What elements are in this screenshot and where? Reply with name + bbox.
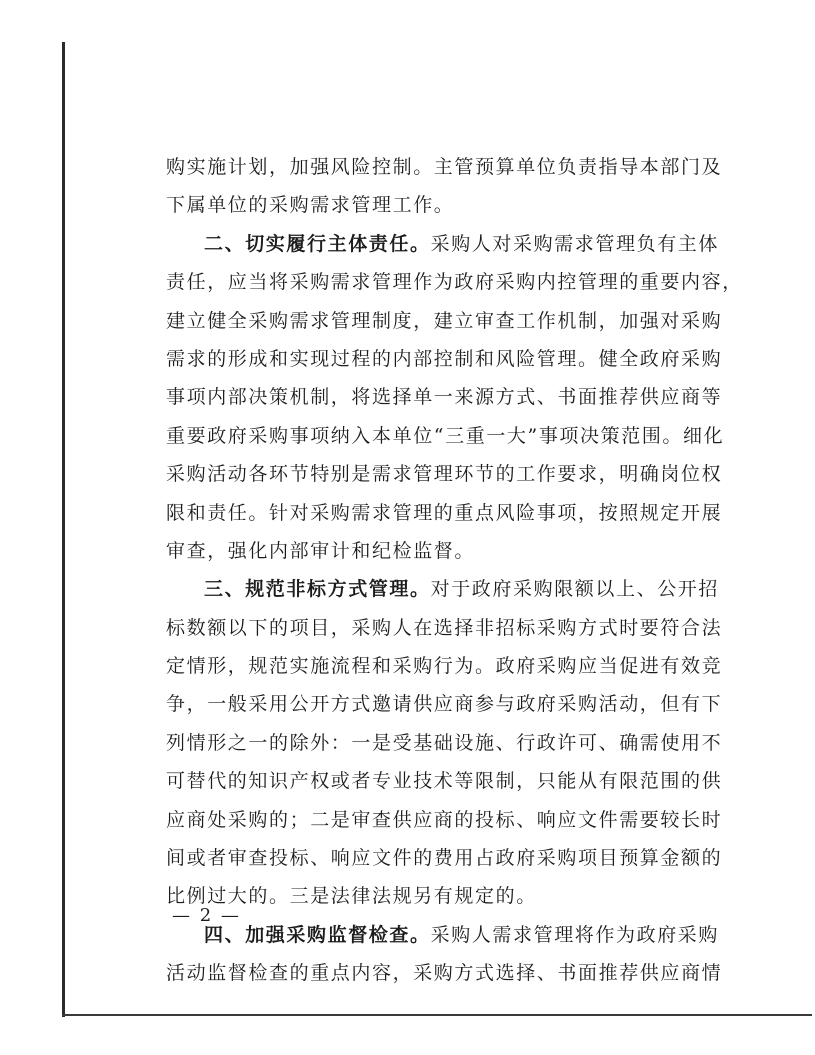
text-line: 需求的形成和实现过程的内部控制和风险管理。健全政府采购 — [166, 347, 723, 370]
text-line: 可替代的知识产权或者专业技术等限制，只能从有限范围的供 — [166, 770, 723, 793]
section-heading: 二、切实履行主体责任。 — [204, 232, 431, 255]
section-heading: 四、加强采购监督检查。 — [204, 923, 431, 946]
scan-edge-left — [62, 42, 65, 1017]
text-line: 重要政府采购事项纳入本单位“三重一大”事项决策范围。细化 — [166, 424, 725, 447]
text-line: 应商处采购的；二是审查供应商的投标、响应文件需要较长时 — [166, 808, 723, 831]
text-line: 下属单位的采购需求管理工作。 — [166, 194, 455, 217]
section-2-heading-line: 二、切实履行主体责任。采购人对采购需求管理负有主体 — [204, 232, 720, 255]
text-line: 争，一般采用公开方式邀请供应商参与政府采购活动，但有下 — [166, 693, 723, 716]
text-line: 活动监督检查的重点内容，采购方式选择、书面推荐供应商情 — [166, 962, 723, 985]
text-line: 事项内部决策机制，将选择单一来源方式、书面推荐供应商等 — [166, 386, 723, 409]
text-line: 建立健全采购需求管理制度，建立审查工作机制，加强对采购 — [166, 309, 723, 332]
text-line: 比例过大的。三是法律法规另有规定的。 — [166, 885, 537, 908]
text-line: 购实施计划，加强风险控制。主管预算单位负责指导本部门及 — [166, 156, 723, 178]
text-line: 标数额以下的项目，采购人在选择非招标采购方式时要符合法 — [166, 616, 723, 639]
text-line: 列情形之一的除外：一是受基础设施、行政许可、确需使用不 — [166, 731, 723, 754]
text-line: 间或者审查投标、响应文件的费用占政府采购项目预算金额的 — [166, 847, 723, 870]
section-3-heading-line: 三、规范非标方式管理。对于政府采购限额以上、公开招 — [204, 578, 720, 601]
text-line: 责任，应当将采购需求管理作为政府采购内控管理的重要内容， — [166, 271, 743, 294]
document-body — [166, 148, 743, 993]
section-heading: 三、规范非标方式管理。 — [204, 578, 431, 601]
scan-edge-bottom — [62, 1014, 812, 1016]
text-line: 采购活动各环节特别是需求管理环节的工作要求，明确岗位权 — [166, 463, 723, 486]
page-number: — 2 — — [172, 905, 241, 926]
text-line: 定情形，规范实施流程和采购行为。政府采购应当促进有效竞 — [166, 655, 723, 678]
text-line: 限和责任。针对采购需求管理的重点风险事项，按照规定开展 — [166, 501, 723, 524]
section-4-heading-line: 四、加强采购监督检查。采购人需求管理将作为政府采购 — [204, 923, 720, 946]
text-line: 审查，强化内部审计和纪检监督。 — [166, 539, 476, 562]
